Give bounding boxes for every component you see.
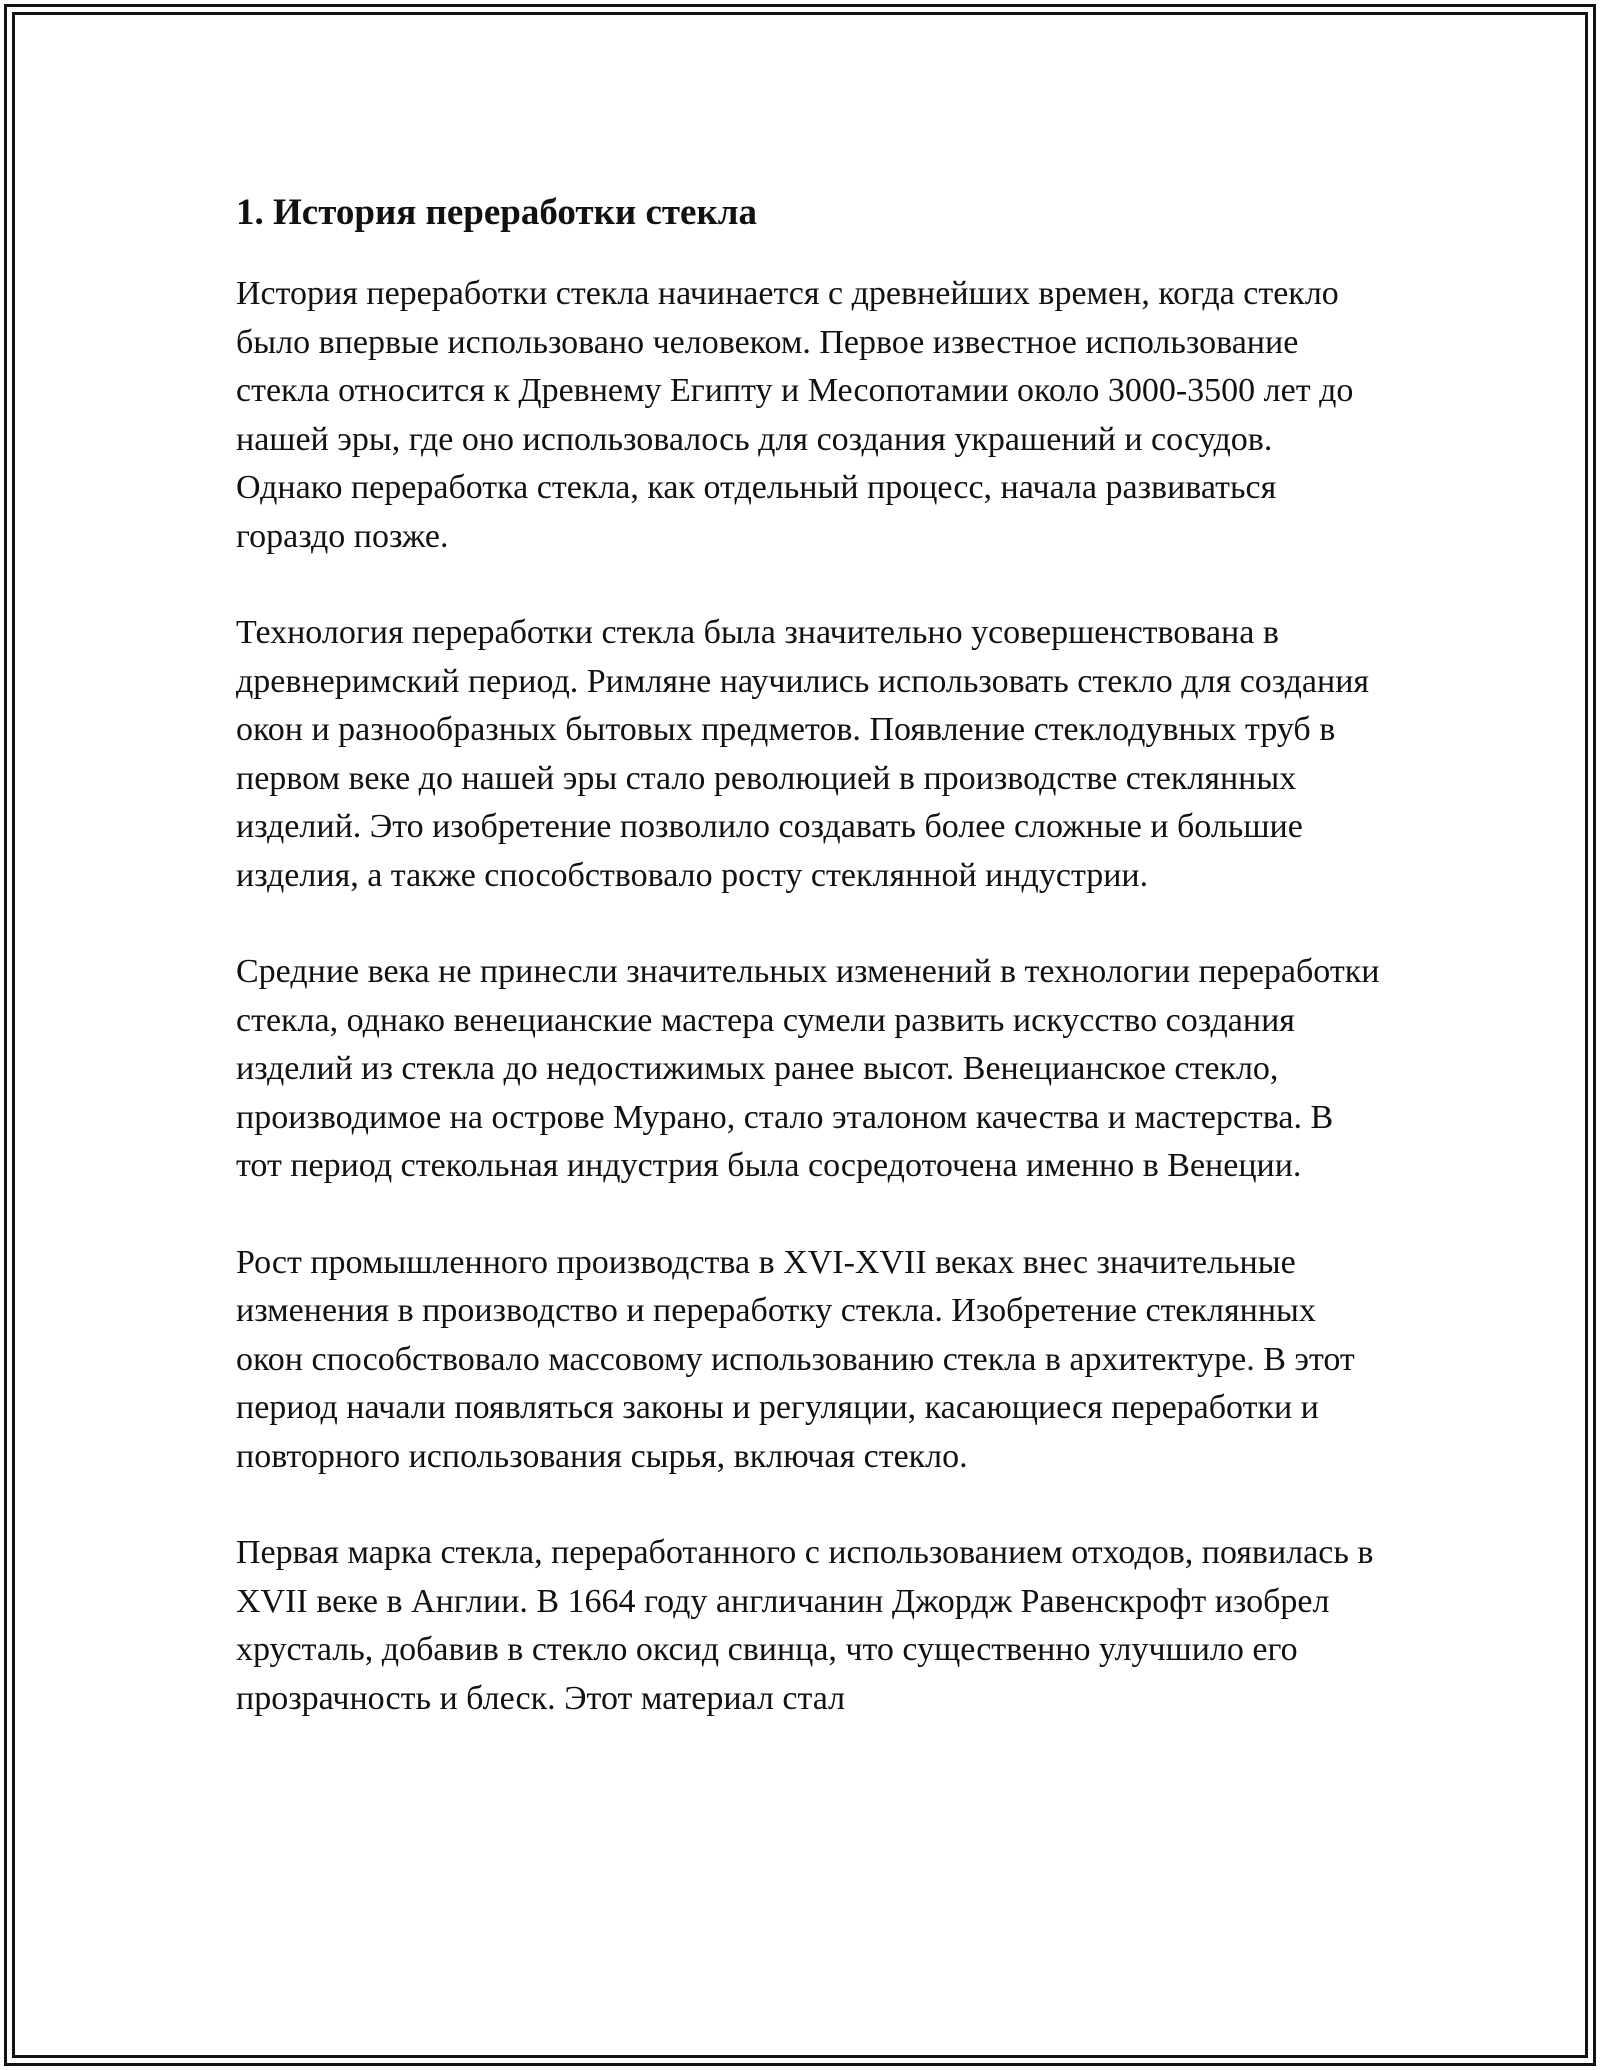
paragraph-3: Средние века не принесли значительных изменений в технологии переработки стекла, однако венецианские мастера сумели развить искусство создания изделий из стекла до недостижимых ранее высот. Венецианское стекло, производимое на острове Мурано, стало эталоном качества и мастерства. В тот период стекольная индустрия была сосредоточена именно в Венеции. xyxy=(236,953,1380,1184)
document-page xyxy=(236,186,1381,1723)
section-heading: 1. История переработки стекла xyxy=(236,192,758,233)
paragraph-2: Технология переработки стекла была значительно усовершенствована в древнеримский период. Римляне научились использовать стекло для создания окон и разнообразных бытовых предметов. Появление стеклодувных труб в первом веке до нашей эры стало революцией в производстве стеклянных изделий. Это изобретение позволило создавать более сложные и большие изделия, а также способствовало росту стеклянной индустрии. xyxy=(236,614,1370,894)
paragraph-1: История переработки стекла начинается с древнейших времен, когда стекло было впервые использовано человеком. Первое известное использование стекла относится к Древнему Египту и Месопотамии около 3000-3500 лет до нашей эры, где оно использовалось для создания украшений и сосудов. Однако переработка стекла, как отдельный процесс, начала развиваться гораздо позже. xyxy=(236,275,1354,555)
paragraph-4: Рост промышленного производства в XVI-XVII веках внес значительные изменения в производство и переработку стекла. Изобретение стеклянных окон способствовало массовому использованию стекла в архитектуре. В этот период начали появляться законы и регуляции, касающиеся переработки и повторного использования сырья, включая стекло. xyxy=(236,1243,1355,1475)
paragraph-5: Первая марка стекла, переработанного с использованием отходов, появилась в XVII веке в Англии. В 1664 году англичанин Джордж Равенскрофт изобрел хрусталь, добавив в стекло оксид свинца, что существенно улучшило его прозрачность и блеск. Этот материал стал xyxy=(236,1534,1374,1717)
